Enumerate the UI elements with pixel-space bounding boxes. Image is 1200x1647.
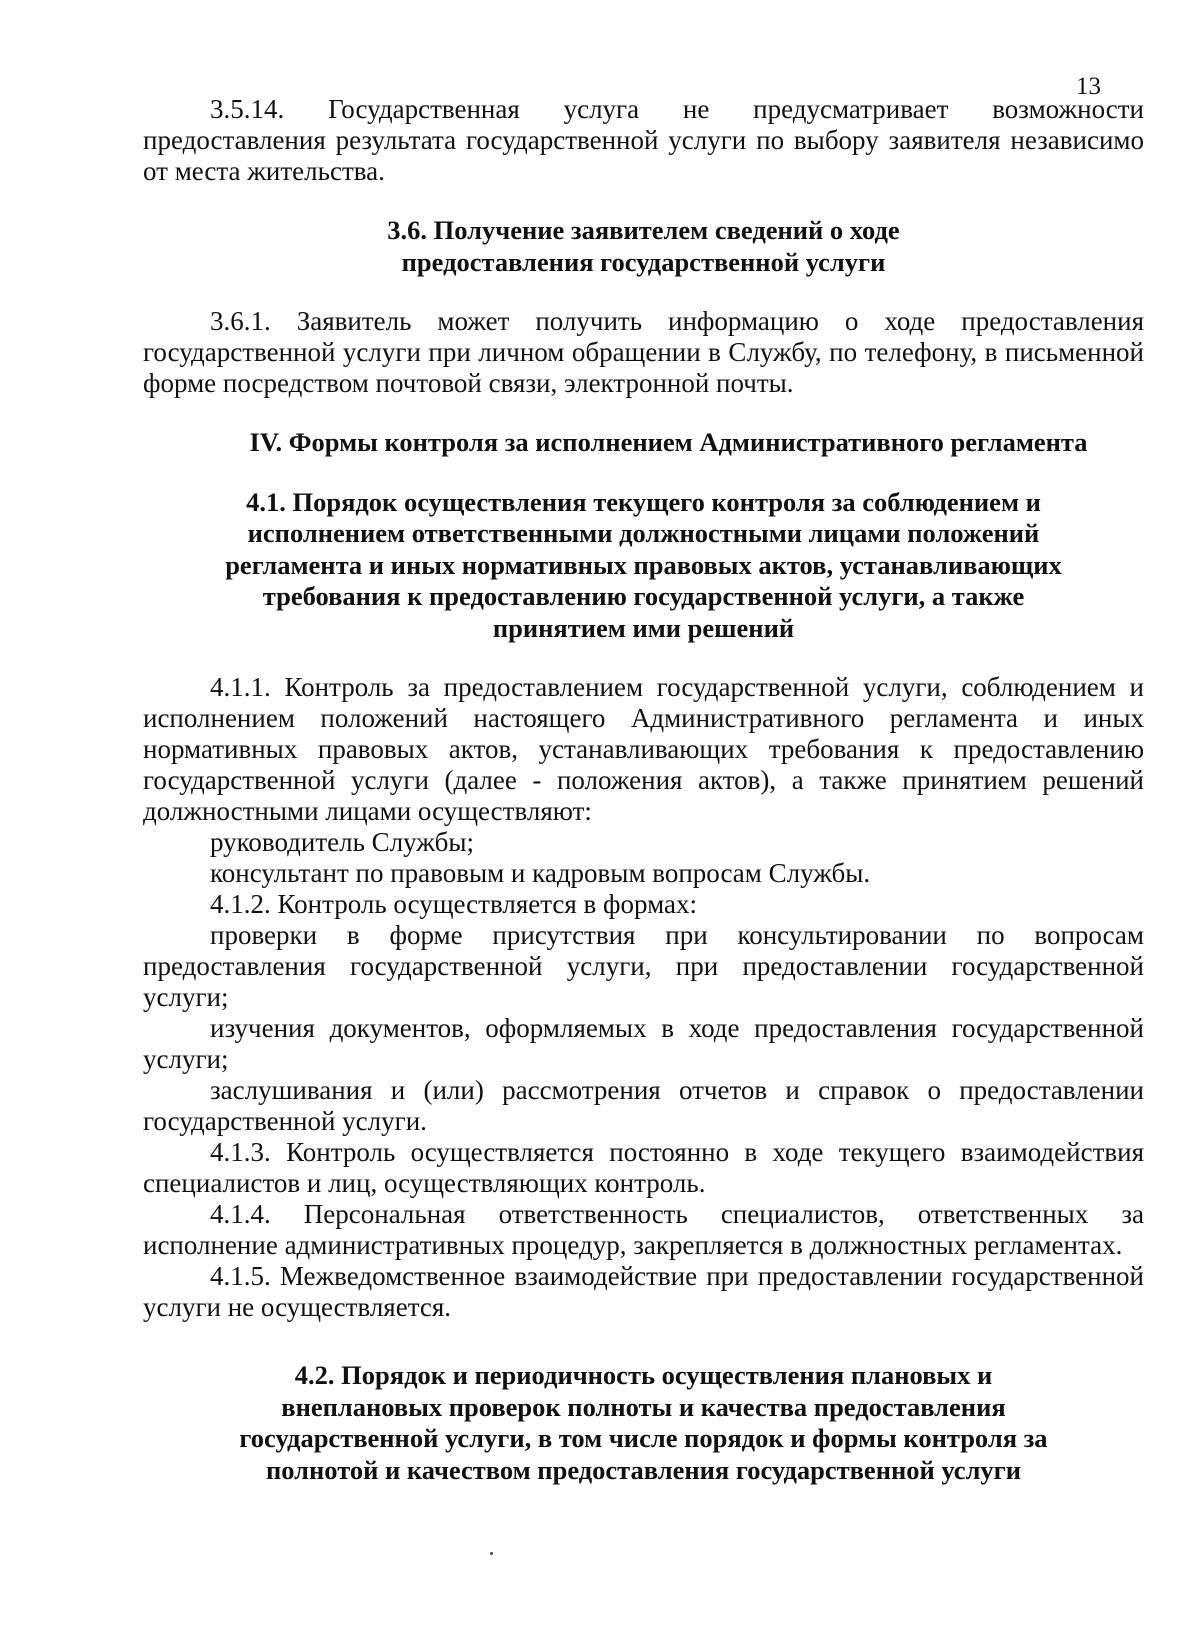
heading-3-6: 3.6. Получение заявителем сведений о ходе предоставления государственной услуги [387, 215, 900, 277]
list-item-head-of-service: руководитель Службы; [210, 827, 474, 857]
list-item-checks: проверки в форме присутствия при консультировании по вопросам предоставления государственной услуги, при предоставлении государственной услуги; [143, 920, 1144, 1012]
list-item-document-study: изучения документов, оформляемых в ходе предоставления государственной услуги; [143, 1013, 1144, 1074]
list-item-legal-consultant: консультант по правовым и кадровым вопросам Службы. [210, 858, 871, 888]
paragraph-4-1-1: 4.1.1. Контроль за предоставлением государственной услуги, соблюдением и исполнением положений настоящего Административного регламента и иных нормативных правовых актов, устанавливающих требования к предоставлению государственной услуги (далее - положения актов), а также принятием решений должностными лицами осуществляют: [143, 672, 1144, 826]
document-body [143, 94, 1144, 1486]
scan-speck [490, 1552, 493, 1555]
paragraph-4-1-5: 4.1.5. Межведомственное взаимодействие при предоставлении государственной услуги не осуществляется. [143, 1261, 1144, 1322]
paragraph-4-1-4: 4.1.4. Персональная ответственность специалистов, ответственных за исполнение административных процедур, закрепляется в должностных регламентах. [143, 1199, 1144, 1260]
paragraph-4-1-3: 4.1.3. Контроль осуществляется постоянно в ходе текущего взаимодействия специалистов и лиц, осуществляющих контроль. [143, 1137, 1144, 1198]
heading-4-2: 4.2. Порядок и периодичность осуществления плановых и внеплановых проверок полноты и качества предоставления государственной услуги, в том числе порядок и формы контроля за полнотой и качеством предоставления государственной услуги [239, 1360, 1048, 1485]
heading-4-1: 4.1. Порядок осуществления текущего контроля за соблюдением и исполнением ответственными должностными лицами положений регламента и иных нормативных правовых актов, устанавливающих требования к предоставлению государственной услуги, а также принятием ими решений [225, 486, 1062, 643]
paragraph-4-1-2: 4.1.2. Контроль осуществляется в формах: [210, 889, 697, 919]
heading-section-iv: IV. Формы контроля за исполнением Административного регламента [249, 427, 1088, 457]
paragraph-3-6-1: 3.6.1. Заявитель может получить информацию о ходе предоставления государственной услуги при личном обращении в Службу, по телефону, в письменной форме посредством почтовой связи, электронной почты. [143, 306, 1144, 398]
list-item-reports-review: заслушивания и (или) рассмотрения отчетов и справок о предоставлении государственной услуги. [143, 1075, 1144, 1136]
page-number: 13 [1076, 73, 1101, 100]
paragraph-3-5-14: 3.5.14. Государственная услуга не предусматривает возможности предоставления результата государственной услуги по выбору заявителя независимо от места жительства. [143, 94, 1144, 186]
